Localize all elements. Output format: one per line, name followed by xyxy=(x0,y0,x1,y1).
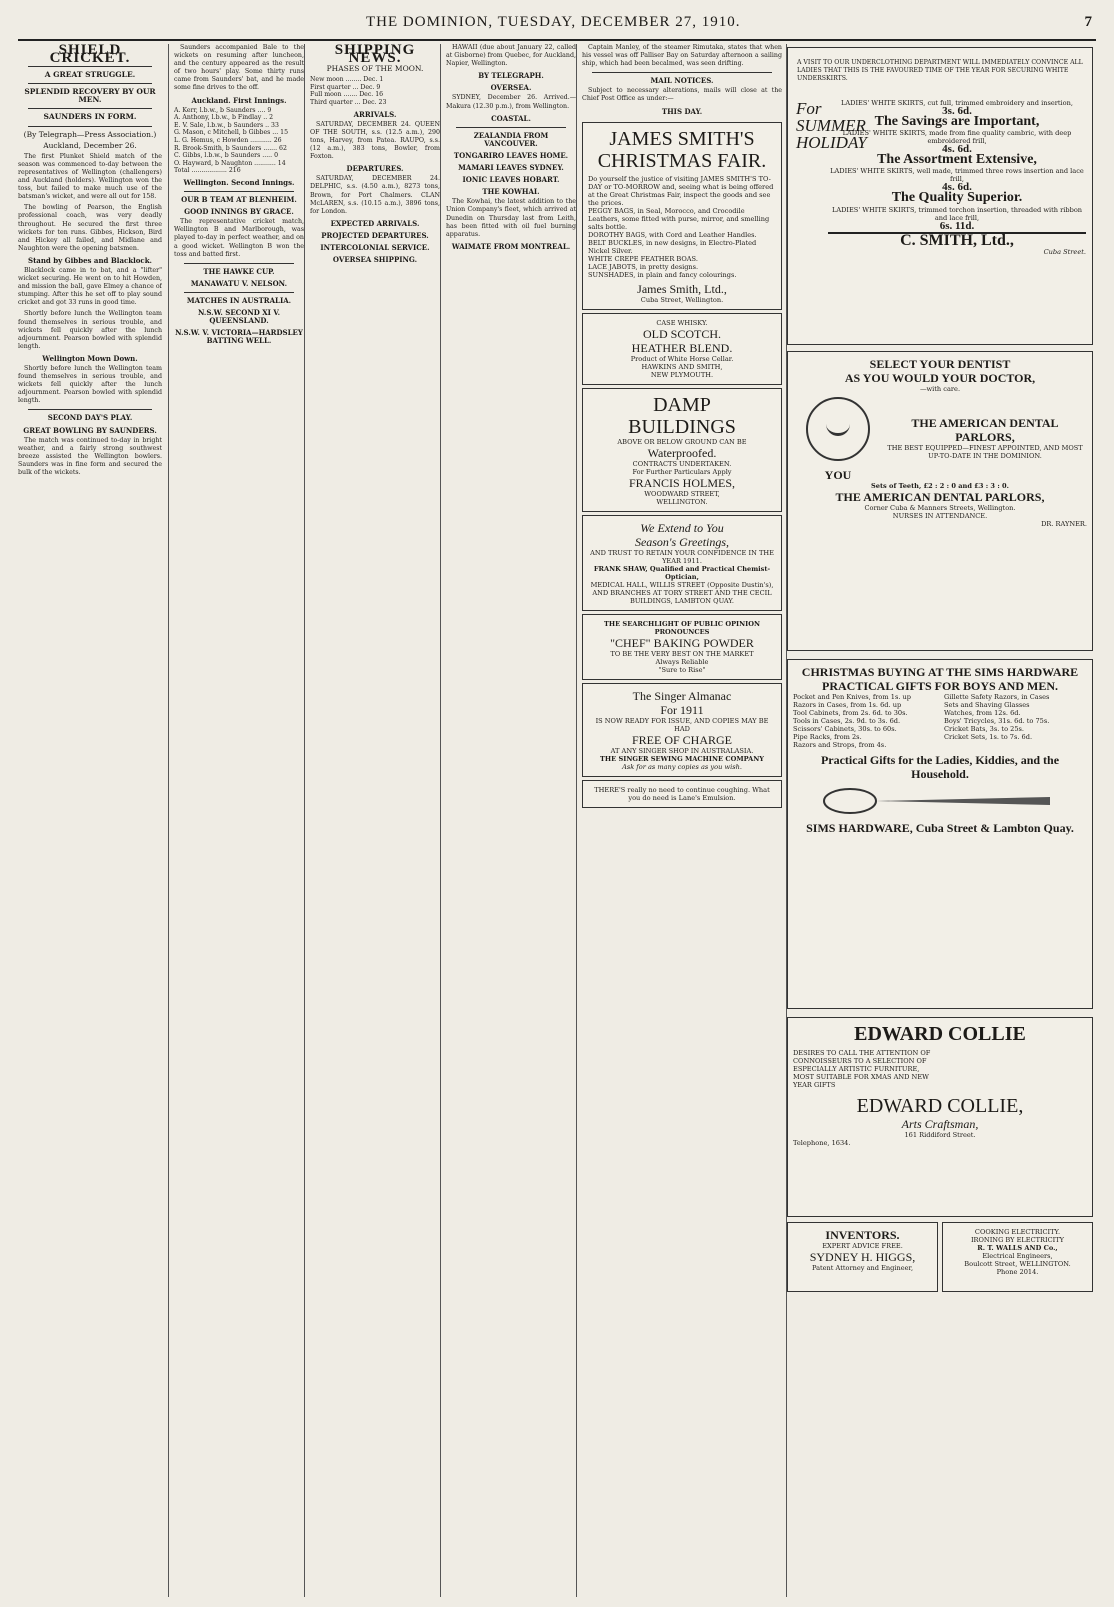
ad-line: NEW PLYMOUTH. xyxy=(650,370,714,379)
paragraph: The first Plunket Shield match of the season was commenced to-day between the representatives of Wellington (challengers) and Auckland (holders). Wellington won the toss, but failed to make much use of the batsman's wicket, and were all out for 158. xyxy=(18,152,162,201)
ad-line: DR. RAYNER. xyxy=(1041,520,1087,529)
section-heading: DEPARTURES. xyxy=(346,164,404,174)
article-heading: SHIPPING NEWS. xyxy=(334,44,416,67)
ad-line: THE AMERICAN DENTAL PARLORS, xyxy=(835,490,1045,505)
ad-feature: The Savings are Important, xyxy=(874,114,1040,130)
score-row: C. Gibbs, l.b.w., b Saunders ..... 0 xyxy=(174,152,279,160)
edward-collie-ad xyxy=(787,1017,1093,1217)
spoon-illustration-icon xyxy=(820,783,1060,819)
paragraph: Shortly before lunch the Wellington team found themselves in serious trouble, and wickets fell quickly after the lunch adjournment. Pearson bowled with splendid length. xyxy=(18,310,162,350)
gift-item: Pocket and Pen Knives, from 1s. up xyxy=(793,693,911,701)
byline: (By Telegraph—Press Association.) xyxy=(23,129,157,139)
gift-item: Boys' Tricycles, 31s. 6d. to 75s. xyxy=(944,717,1050,725)
paragraph: Shortly before lunch the Wellington team found themselves in serious trouble, and wickets fell quickly after the lunch adjournment. Pearson bowled with splendid length. xyxy=(18,365,162,405)
ad-line: SIMS HARDWARE, Cuba Street & Lambton Quay. xyxy=(806,821,1074,835)
section-heading: THIS DAY. xyxy=(661,106,703,116)
ad-line: Boulcott Street, WELLINGTON. xyxy=(964,1260,1071,1268)
section-heading: Wellington Mown Down. xyxy=(42,353,138,363)
ad-line: MEDICAL HALL, WILLIS STREET (Opposite Dustin's), AND BRANCHES AT TORY STREET AND THE CECIL BUILDINGS, LAMBTON QUAY. xyxy=(590,580,774,605)
section-heading: MAIL NOTICES. xyxy=(650,76,714,86)
page-number: 7 xyxy=(1084,14,1092,30)
section-heading: GREAT BOWLING BY SAUNDERS. xyxy=(23,425,157,435)
ad-line: OLD SCOTCH. xyxy=(642,326,721,341)
ad-title: JAMES SMITH'S xyxy=(609,127,755,150)
ad-line: IS NOW READY FOR ISSUE, AND COPIES MAY BE HAD xyxy=(595,716,769,733)
lanes-emulsion-ad xyxy=(582,780,782,808)
ad-line: THE BEST EQUIPPED—FINEST APPOINTED, AND MOST UP-TO-DATE IN THE DOMINION. xyxy=(887,443,1083,460)
article-heading: SHIELD CRICKET. xyxy=(49,44,131,67)
ad-line: DESIRES TO CALL THE ATTENTION OF CONNOISSEURS TO A SELECTION OF ESPECIALLY ARTISTIC FURNITURE, MOST SUITABLE FOR XMAS AND NEW YEAR GIFTS xyxy=(793,1049,931,1089)
ad-feature: The Assortment Extensive, xyxy=(877,152,1037,168)
section-heading: GOOD INNINGS BY GRACE. xyxy=(184,207,294,217)
section-heading: PHASES OF THE MOON. xyxy=(326,64,424,74)
moon-row: New moon ........ Dec. 1 xyxy=(310,76,384,84)
ad-title: CHRISTMAS FAIR. xyxy=(597,149,767,172)
ad-line: 161 Riddiford Street. xyxy=(904,1131,976,1139)
ad-line: Season's Greetings, xyxy=(634,534,730,549)
ad-line: Sets of Teeth, £2 : 2 : 0 and £3 : 3 : 0. xyxy=(871,482,1009,491)
paragraph: SATURDAY, DECEMBER 24. DELPHIC, s.s. (4.50 a.m.), 8273 tons, Brown, for Port Chalmers. CLAN McLAREN, s.s. (10.15 a.m.), 3896 tons, for London. xyxy=(310,175,440,215)
ad-line: AND TRUST TO RETAIN YOUR CONFIDENCE IN THE YEAR 1911. xyxy=(590,548,774,565)
ad-company: C. SMITH, Ltd., xyxy=(900,231,1014,249)
dateline: Auckland, December 26. xyxy=(43,140,137,150)
ad-line: HEATHER BLEND. xyxy=(631,340,733,355)
ad-line: Waterproofed. xyxy=(647,445,717,460)
ad-company: James Smith, Ltd., xyxy=(637,281,727,296)
score-row: G. Mason, c Mitchell, b Gibbes ... 15 xyxy=(174,129,289,137)
columns xyxy=(18,44,1096,1597)
ad-line: Corner Cuba & Manners Streets, Wellington. xyxy=(864,504,1016,513)
ad-address: Cuba Street. xyxy=(1043,247,1086,256)
ad-line: COOKING ELECTRICITY. xyxy=(974,1228,1061,1236)
ad-line: SYDNEY H. HIGGS, xyxy=(809,1250,916,1264)
paragraph: HAWAII (due about January 22, called at Gisborne) from Quebec, for Auckland, Napier, Wellington. xyxy=(446,44,576,68)
section-heading: THE KOWHAI. xyxy=(482,187,540,197)
chef-baking-powder-ad xyxy=(582,614,782,680)
ad-item: LADIES' WHITE SKIRTS, cut full, trimmed embroidery and insertion, xyxy=(841,99,1073,107)
section-heading: OUR B TEAM AT BLENHEIM. xyxy=(181,195,297,205)
whisky-ad xyxy=(582,313,782,385)
damp-buildings-ad xyxy=(582,388,782,512)
paragraph: SATURDAY, DECEMBER 24. QUEEN OF THE SOUTH, s.s. (12.5 a.m.), 290 tons, Harvey, from Patea. RAUPO, s.s. (12 a.m.), 383 tons, Bowler, from Foxton. xyxy=(310,120,440,161)
ad-title: EDWARD COLLIE xyxy=(854,1023,1026,1045)
gift-item: Tools in Cases, 2s. 9d. to 3s. 6d. xyxy=(793,717,901,725)
section-heading: ZEALANDIA FROM VANCOUVER. xyxy=(473,130,549,148)
article-subheading: A GREAT STRUGGLE. xyxy=(44,70,136,80)
ad-line: R. T. WALLS AND Co., xyxy=(977,1244,1058,1252)
ad-line: Always Reliable xyxy=(655,657,709,666)
section-heading: Wellington. Second Innings. xyxy=(183,178,295,187)
section-heading: MATCHES IN AUSTRALIA. xyxy=(186,295,292,305)
gift-item: Watches, from 12s. 6d. xyxy=(944,709,1021,717)
score-row: Total .................. 216 xyxy=(174,167,241,175)
face-illustration-icon xyxy=(806,397,870,461)
ad-item: LADIES' WHITE SKIRTS, well made, trimmed three rows insertion and lace frill, xyxy=(830,167,1084,184)
american-dental-ad xyxy=(787,351,1093,651)
ad-line: Phone 2014. xyxy=(996,1268,1039,1276)
section-heading: SECOND DAY'S PLAY. xyxy=(47,413,133,423)
c-smith-ad xyxy=(787,47,1093,345)
ad-line: Telephone, 1634. xyxy=(793,1139,851,1147)
ad-line: WELLINGTON. xyxy=(656,497,708,506)
column-shipping xyxy=(304,44,440,1597)
ad-line: For 1911 xyxy=(660,702,704,717)
ad-line: INVENTORS. xyxy=(825,1228,900,1242)
ad-item: LADIES' WHITE SKIRTS, made from fine quality cambric, with deep embroidered frill, xyxy=(842,129,1072,146)
score-row: L. G. Hemus, c Howden ........... 26 xyxy=(174,137,282,145)
section-heading: TONGARIRO LEAVES HOME. xyxy=(453,150,569,160)
column-shipping-continued xyxy=(440,44,576,1597)
article-subheading: SPLENDID RECOVERY BY OUR MEN. xyxy=(24,87,156,105)
gift-item: Pipe Racks, from 2s. xyxy=(793,733,862,741)
ad-line: Ask for as many copies as you wish. xyxy=(622,762,742,771)
ad-line: CHRISTMAS BUYING AT THE SIMS HARDWARE xyxy=(801,665,1079,679)
section-heading: IONIC LEAVES HOBART. xyxy=(462,175,560,185)
ad-feature: The Quality Superior. xyxy=(891,190,1023,206)
ad-line: Electrical Engineers, xyxy=(982,1252,1053,1260)
moon-row: Full moon ....... Dec. 16 xyxy=(310,91,384,99)
ad-line: —with care. xyxy=(919,385,961,393)
paragraph: The Kowhai, the latest addition to the Union Company's fleet, which arrived at Dunedin on Thursday last from Leith, has been fitted with oil fuel burning apparatus. xyxy=(446,198,576,238)
bottom-ads xyxy=(787,1222,1093,1292)
ad-line: HAWKINS AND SMITH, xyxy=(641,362,723,371)
paragraph: Blacklock came in to bat, and a "lifter" wicket securing. He went on to hit Howden, and mission the ball, gave Elmey a chance of stumping. After this he set off to play sound cricket and got 33 runs in good time. xyxy=(18,266,162,307)
singer-almanac-ad xyxy=(582,683,782,777)
ad-item: PEGGY BAGS, in Seal, Morocco, and Crocodile Leathers, some fitted with purse, mirror, and smelling salts bottle. xyxy=(588,206,770,231)
ad-line: TO BE THE VERY BEST ON THE MARKET xyxy=(610,649,754,658)
article-subheading: SAUNDERS IN FORM. xyxy=(43,112,137,122)
ad-line: THE AMERICAN DENTAL PARLORS, xyxy=(911,415,1059,444)
score-row: A. Anthony, l.b.w., b Findlay .. 2 xyxy=(174,114,274,122)
paragraph: Subject to necessary alterations, mails will close at the Chief Post Office as under:— xyxy=(582,87,782,103)
ad-item: DOROTHY BAGS, with Cord and Leather Handles. xyxy=(588,230,757,239)
ad-line: WOODWARD STREET, xyxy=(644,489,720,498)
gift-item: Gillette Safety Razors, in Cases xyxy=(944,693,1050,701)
paragraph: The match was continued to-day in bright weather, and a fairly strong southwest breeze assisted the Wellington bowlers. Saunders was in fine form and secured the bulk of the wickets. xyxy=(18,436,162,477)
paragraph: The bowling of Pearson, the English professional coach, was very deadly throughout. He secured the first three wickets for ten runs. Gibbes, Hickson, Bird and Hickey all failed, and Midlane and Naughton were the opening batsmen. xyxy=(18,204,162,252)
column-cricket xyxy=(18,44,162,1597)
ad-line: FRANK SHAW, Qualified and Practical Chemist-Optician, xyxy=(593,564,771,581)
ad-line: THERE'S really no need to continue coughing. What you do need is Lane's Emulsion. xyxy=(594,785,770,802)
section-heading: MANAWATU V. NELSON. xyxy=(190,278,288,288)
score-row: E. V. Sale, l.b.w., b Saunders .. 33 xyxy=(174,121,279,129)
ad-line: Patent Attorney and Engineer, xyxy=(811,1264,914,1272)
section-heading: EXPECTED ARRIVALS. xyxy=(330,218,420,228)
electric-cooking-ad xyxy=(942,1222,1093,1292)
gift-item: Razors and Strops, from 4s. xyxy=(793,741,887,749)
gift-item: Cricket Bats, 3s. to 25s. xyxy=(944,725,1025,733)
section-heading: MAMARI LEAVES SYDNEY. xyxy=(458,163,564,173)
section-heading: WAIMATE FROM MONTREAL. xyxy=(451,241,571,251)
ad-line: For Further Particulars Apply xyxy=(632,467,732,476)
section-heading: BY TELEGRAPH. xyxy=(478,71,544,81)
frank-shaw-ad xyxy=(582,515,782,611)
ad-body xyxy=(828,96,1086,256)
score-row: O. Hayward, b Naughton ........... 14 xyxy=(174,159,286,167)
ad-line: CONTRACTS UNDERTAKEN. xyxy=(632,459,732,468)
scorecard xyxy=(174,107,304,175)
paragraph: The representative cricket match, Wellington B and Marlborough, was played to-day in perfect weather, and on a good wicket. Wellington B won the toss and batted first. xyxy=(174,218,304,258)
section-heading: OVERSEA. xyxy=(490,83,532,93)
masthead-title: THE DOMINION, TUESDAY, DECEMBER 27, 1910. xyxy=(366,14,741,30)
ad-line: SELECT YOUR DENTIST xyxy=(869,357,1011,371)
column-advertisements xyxy=(786,44,1102,1597)
ad-line: IRONING BY ELECTRICITY xyxy=(970,1236,1065,1244)
ad-title: EDWARD COLLIE, xyxy=(856,1095,1024,1117)
ad-title: BUILDINGS xyxy=(628,415,736,438)
ad-line: AS YOU WOULD YOUR DOCTOR, xyxy=(844,371,1036,385)
table-title: Auckland. First Innings. xyxy=(191,95,287,105)
ad-line: CASE WHISKY. xyxy=(656,318,708,327)
james-smith-ad xyxy=(582,122,782,310)
paragraph: Saunders accompanied Bale to the wickets on resuming after luncheon, and the century appeared as the result of two hours' play. Some thirty runs came from Saunders' bat, and he made some fine drives to the off. xyxy=(174,44,304,92)
score-row: A. Kerr, l.b.w., b Saunders .... 9 xyxy=(174,106,272,114)
gift-item: Cricket Sets, 1s. to 7s. 6d. xyxy=(944,733,1033,741)
ad-line: NURSES IN ATTENDANCE. xyxy=(892,512,988,521)
section-heading: INTERCOLONIAL SERVICE. xyxy=(320,242,430,252)
ad-item: BELT BUCKLES, in new designs, in Electro-Plated Nickel Silver. xyxy=(588,238,757,255)
paragraph: SYDNEY, December 26. Arrived.—Makura (12.30 p.m.), from Wellington. xyxy=(446,94,576,110)
column-mail-and-ads xyxy=(576,44,782,1597)
ad-line: Practical Gifts for the Ladies, Kiddies, and the Household. xyxy=(820,753,1060,781)
ad-line: Product of White Horse Cellar. xyxy=(630,354,734,363)
ad-line: THE SEARCHLIGHT OF PUBLIC OPINION PRONOUNCES xyxy=(603,619,761,636)
ad-title: DAMP xyxy=(653,393,711,416)
ad-line: EXPERT ADVICE FREE. xyxy=(822,1242,903,1250)
gift-item: Scissors' Cabinets, 30s. to 60s. xyxy=(793,725,897,733)
ad-line: ABOVE OR BELOW GROUND CAN BE xyxy=(617,437,747,446)
section-heading: N.S.W. SECOND XI V. QUEENSLAND. xyxy=(197,308,281,326)
section-heading: Stand by Gibbes and Blacklock. xyxy=(28,255,152,265)
ad-line: PRACTICAL GIFTS FOR BOYS AND MEN. xyxy=(821,679,1059,693)
sims-hardware-ad xyxy=(787,659,1093,1009)
section-heading: ARRIVALS. xyxy=(353,109,397,119)
ad-body: Do yourself the justice of visiting JAMES SMITH'S TO-DAY or TO-MORROW and, seeing what is being offered at the Great Christmas Fair, inspect the goods and see the prices. xyxy=(588,174,774,207)
ad-line: Arts Craftsman, xyxy=(901,1117,979,1131)
ad-intro: A VISIT TO OUR UNDERCLOTHING DEPARTMENT WILL IMMEDIATELY CONVINCE ALL LADIES THAT THIS IS THE FAVOURED TIME OF THE YEAR FOR SECURING WHITE UNDERSKIRTS. xyxy=(797,59,1083,82)
section-heading: THE HAWKE CUP. xyxy=(203,266,275,276)
ad-vertical-text: For SUMMER HOLIDAY xyxy=(796,99,867,152)
column-cricket-continued xyxy=(168,44,304,1597)
ad-price: 4s. 6d. xyxy=(942,181,972,194)
gift-item: Sets and Shaving Glasses xyxy=(944,701,1030,709)
ad-line: The Singer Almanac xyxy=(632,688,732,703)
ad-item: WHITE CREPE FEATHER BOAS. xyxy=(588,254,698,263)
ad-line: YOU xyxy=(824,468,852,483)
section-heading: PROJECTED DEPARTURES. xyxy=(321,230,429,240)
ad-line: FRANCIS HOLMES, xyxy=(628,475,736,490)
inventors-ad xyxy=(787,1222,938,1292)
moon-row: First quarter ... Dec. 9 xyxy=(310,83,381,91)
gift-item: Tool Cabinets, from 2s. 6d. to 30s. xyxy=(793,709,908,717)
section-heading: N.S.W. V. VICTORIA—HARDSLEY BATTING WELL. xyxy=(175,328,303,346)
paragraph: Captain Manley, of the steamer Rimutaka, states that when his vessel was off Palliser Bay on Saturday afternoon a sailing ship, which had been becalmed, was seen drifting. xyxy=(582,44,782,68)
ad-item: SUNSHADES, in plain and fancy colourings. xyxy=(588,270,737,279)
section-heading: OVERSEA SHIPPING. xyxy=(332,255,418,265)
ad-line: FREE OF CHARGE xyxy=(631,732,732,747)
gift-item: Razors in Cases, from 1s. 6d. up xyxy=(793,701,902,709)
ad-item: LACE JABOTS, in pretty designs. xyxy=(588,262,699,271)
section-heading: COASTAL. xyxy=(491,113,531,123)
ad-item: LADIES' WHITE SKIRTS, trimmed torchon insertion, threaded with ribbon and lace frill, xyxy=(831,205,1083,222)
ad-address: Cuba Street, Wellington. xyxy=(640,295,724,304)
ad-line: "Sure to Rise" xyxy=(658,665,706,674)
ad-line: AT ANY SINGER SHOP IN AUSTRALASIA. xyxy=(610,746,754,755)
moon-row: Third quarter ... Dec. 23 xyxy=(310,99,387,107)
masthead xyxy=(18,14,1096,41)
ad-price: 6s. 11d. xyxy=(939,219,975,232)
score-row: R. Brook-Smith, b Saunders ....... 62 xyxy=(174,144,287,152)
ad-line: We Extend to You xyxy=(640,520,724,535)
ad-price: 3s. 6d. xyxy=(942,105,972,117)
ad-line: "CHEF" BAKING POWDER xyxy=(610,635,754,650)
ad-price: 4s. 6d. xyxy=(942,143,972,156)
ad-line: THE SINGER SEWING MACHINE COMPANY xyxy=(600,754,764,763)
